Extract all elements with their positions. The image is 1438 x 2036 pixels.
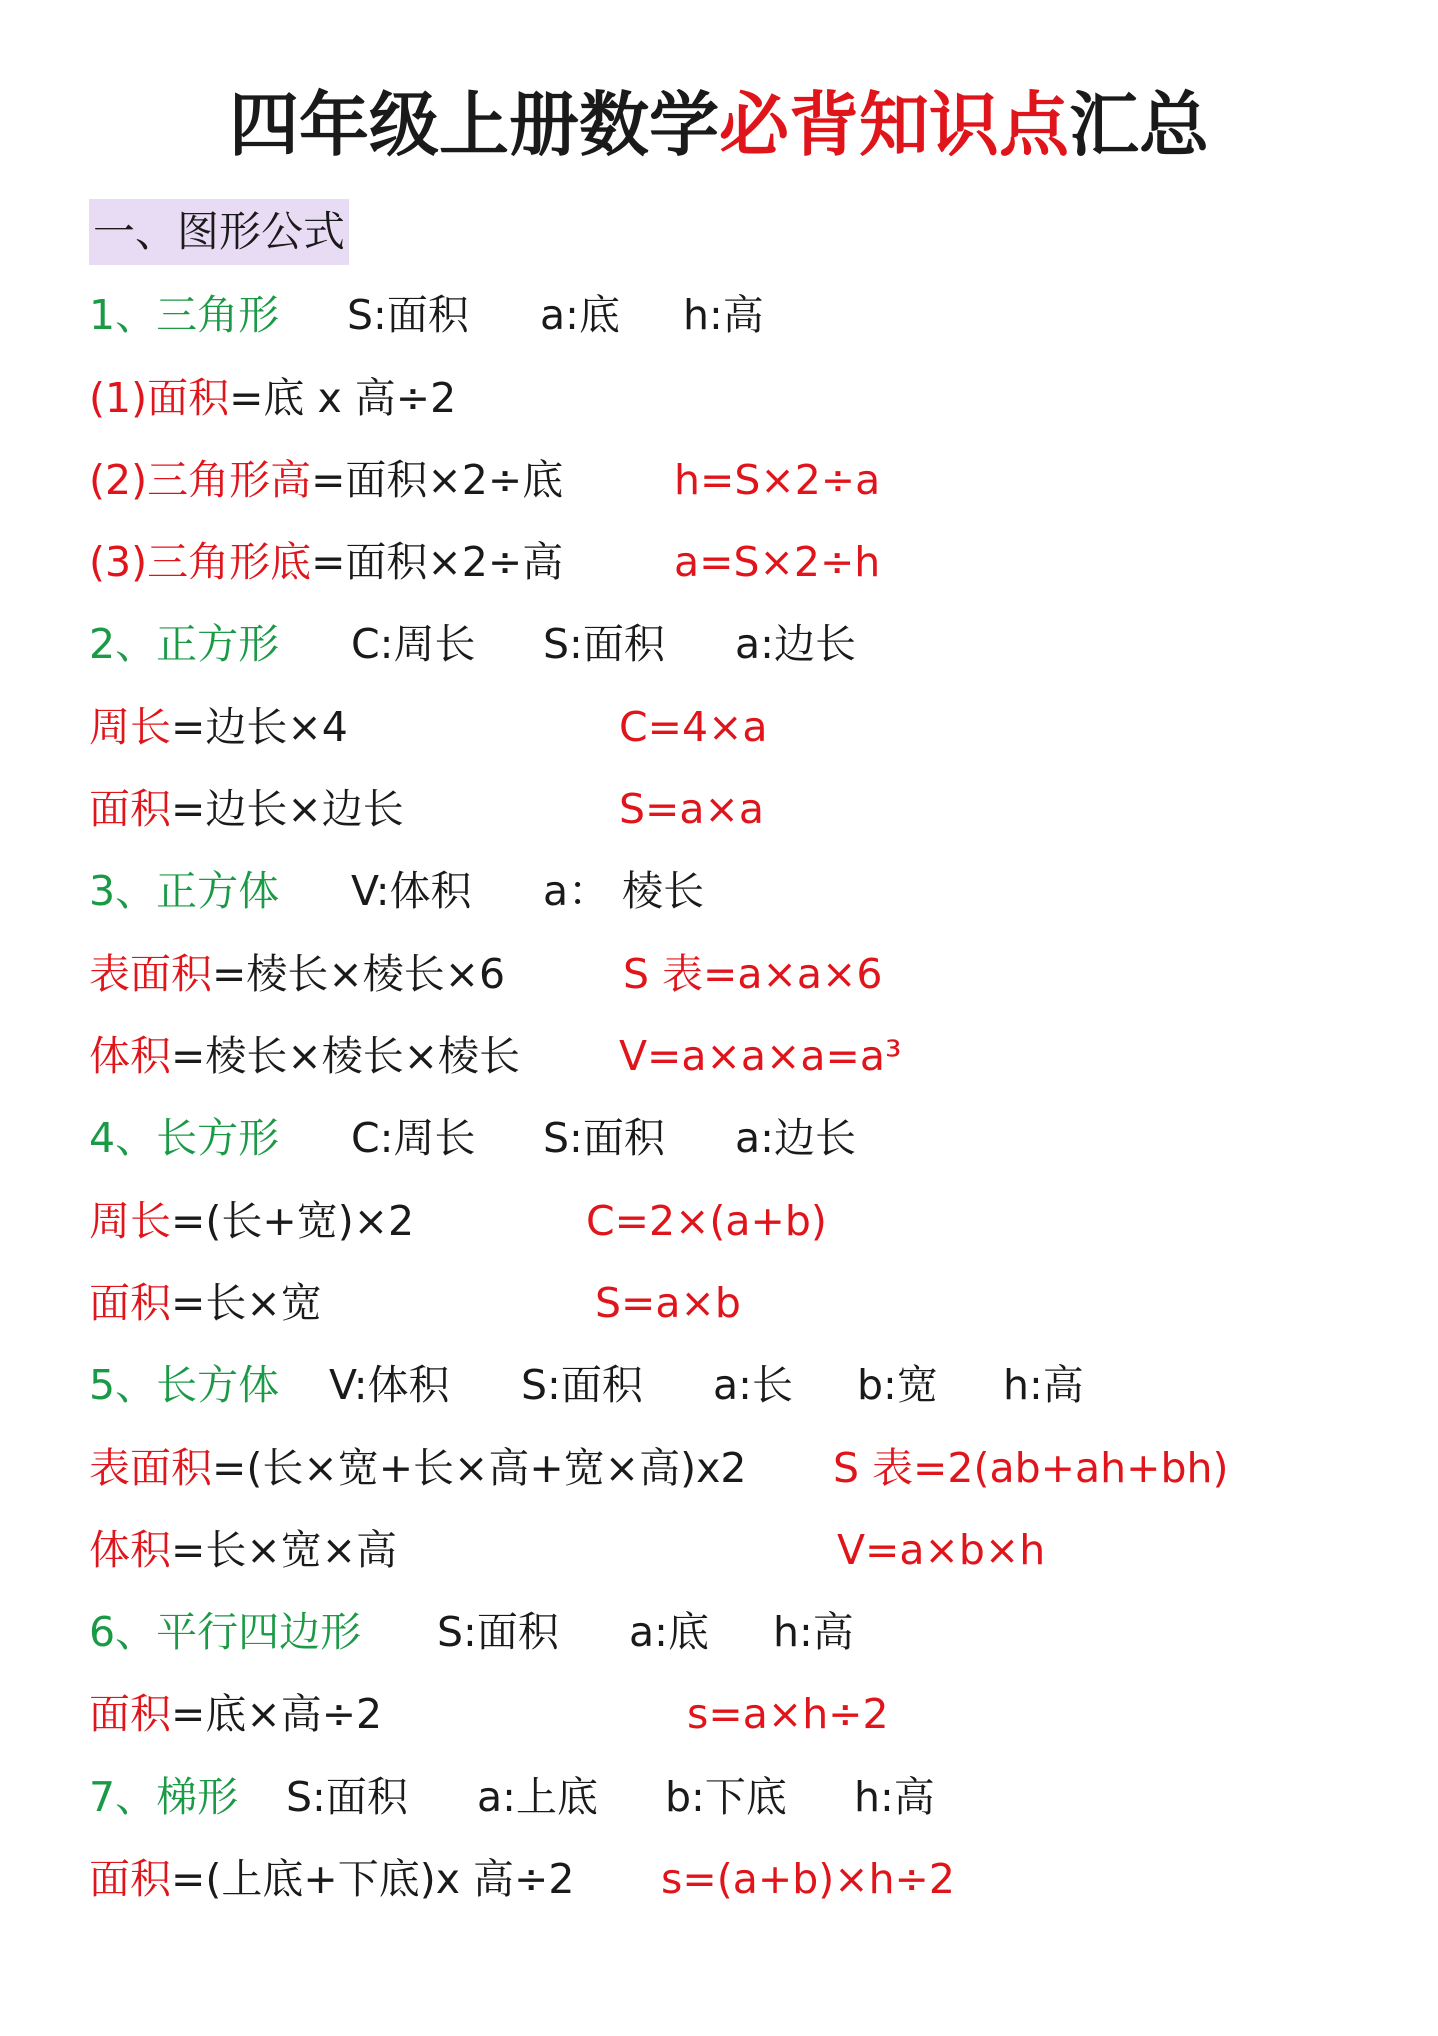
title-part-2-highlight: 必背知识点: [719, 84, 1069, 166]
shape-name: 6、平行四边形: [89, 1608, 362, 1656]
formula-row: [89, 944, 883, 1004]
shape-name: 3、正方体: [89, 867, 280, 915]
shape-var: a:长: [713, 1361, 793, 1409]
formula-label: 面积: [89, 1855, 171, 1903]
shape-var: a:底: [629, 1608, 709, 1656]
formula-label: 面积: [89, 1690, 171, 1738]
shape-name: 2、正方形: [89, 620, 280, 668]
shape-var: b:下底: [665, 1773, 787, 1821]
formula-row: [89, 532, 881, 592]
formula-label: 体积: [89, 1032, 171, 1080]
formula-row: [89, 368, 456, 428]
formula-label: 表面积: [89, 950, 212, 998]
formula-label: (2)三角形高: [89, 456, 312, 504]
formula-row: [89, 1520, 1046, 1580]
formula-expr: =边长×边长: [171, 785, 404, 833]
formula-row: [89, 1438, 1229, 1498]
shape-var: a： 棱长: [543, 867, 705, 915]
formula-expr: =(长+宽)×2: [171, 1197, 415, 1245]
shape-name: 1、三角形: [89, 291, 280, 339]
formula-symbolic: V=a×b×h: [837, 1526, 1046, 1574]
shape-var: S:面积: [347, 291, 469, 339]
section-heading: 一、图形公式: [89, 199, 349, 265]
formula-label: 面积: [89, 1279, 171, 1327]
shape-var: V:体积: [351, 867, 472, 915]
shape-var: a:边长: [735, 620, 856, 668]
formula-symbolic: S=a×b: [595, 1279, 741, 1327]
formula-symbolic: C=4×a: [619, 703, 768, 751]
formula-label: 体积: [89, 1526, 171, 1574]
shape-var: C:周长: [351, 620, 476, 668]
shape-var: S:面积: [437, 1608, 559, 1656]
formula-expr: =面积×2÷底: [311, 456, 564, 504]
shape-var: h:高: [1003, 1361, 1084, 1409]
formula-expr: =(上底+下底)x 高÷2: [171, 1855, 575, 1903]
formula-row: [89, 1273, 741, 1333]
formula-symbolic: C=2×(a+b): [586, 1197, 827, 1245]
shape-name: 7、梯形: [89, 1773, 239, 1821]
shape-var: h:高: [773, 1608, 854, 1656]
formula-expr: =(长×宽+长×高+宽×高)x2: [212, 1444, 747, 1492]
formula-expr: =面积×2÷高: [311, 538, 564, 586]
shape-var: S:面积: [543, 1114, 665, 1162]
formula-expr: =底×高÷2: [171, 1690, 383, 1738]
formula-symbolic: V=a×a×a=a³: [619, 1032, 902, 1080]
formula-symbolic: h=S×2÷a: [674, 456, 881, 504]
shape-var: h:高: [854, 1773, 935, 1821]
shape-var: S:面积: [543, 620, 665, 668]
formula-label: (3)三角形底: [89, 538, 312, 586]
formula-label: 周长: [89, 1197, 171, 1245]
formula-symbolic: S=a×a: [619, 785, 764, 833]
formula-row: [89, 450, 881, 510]
shape-var: C:周长: [351, 1114, 476, 1162]
formula-expr: =边长×4: [171, 703, 348, 751]
shape-var: a:边长: [735, 1114, 856, 1162]
formula-expr: =棱长×棱长×棱长: [171, 1032, 521, 1080]
formula-expr: =长×宽×高: [171, 1526, 398, 1574]
formula-expr: =底 x 高÷2: [229, 374, 457, 422]
formula-label: 周长: [89, 703, 171, 751]
formula-row: [89, 1026, 902, 1086]
shape-name: 5、长方体: [89, 1361, 280, 1409]
shape-var: a:底: [540, 291, 620, 339]
formula-symbolic: S 表=a×a×6: [623, 950, 883, 998]
formula-row: [89, 1849, 955, 1909]
shape-name: 4、长方形: [89, 1114, 280, 1162]
title-part-1: 四年级上册数学: [229, 84, 719, 166]
formula-expr: =长×宽: [171, 1279, 322, 1327]
shape-var: S:面积: [286, 1773, 408, 1821]
formula-label: (1)面积: [89, 374, 230, 422]
formula-label: 面积: [89, 785, 171, 833]
formula-symbolic: a=S×2÷h: [674, 538, 881, 586]
formula-symbolic: s=(a+b)×h÷2: [661, 1855, 955, 1903]
shape-var: S:面积: [521, 1361, 643, 1409]
formula-symbolic: s=a×h÷2: [687, 1690, 889, 1738]
formula-row: [89, 1684, 889, 1744]
formula-symbolic: S 表=2(ab+ah+bh): [833, 1444, 1229, 1492]
shape-var: a:上底: [477, 1773, 598, 1821]
title-part-3: 汇总: [1069, 84, 1209, 166]
page-title: [0, 80, 1438, 170]
formula-row: [89, 697, 768, 757]
shape-var: b:宽: [857, 1361, 938, 1409]
formula-label: 表面积: [89, 1444, 212, 1492]
formula-row: [89, 1191, 827, 1251]
formula-row: [89, 779, 764, 839]
shape-var: h:高: [683, 291, 764, 339]
shape-var: V:体积: [329, 1361, 450, 1409]
formula-expr: =棱长×棱长×6: [212, 950, 506, 998]
